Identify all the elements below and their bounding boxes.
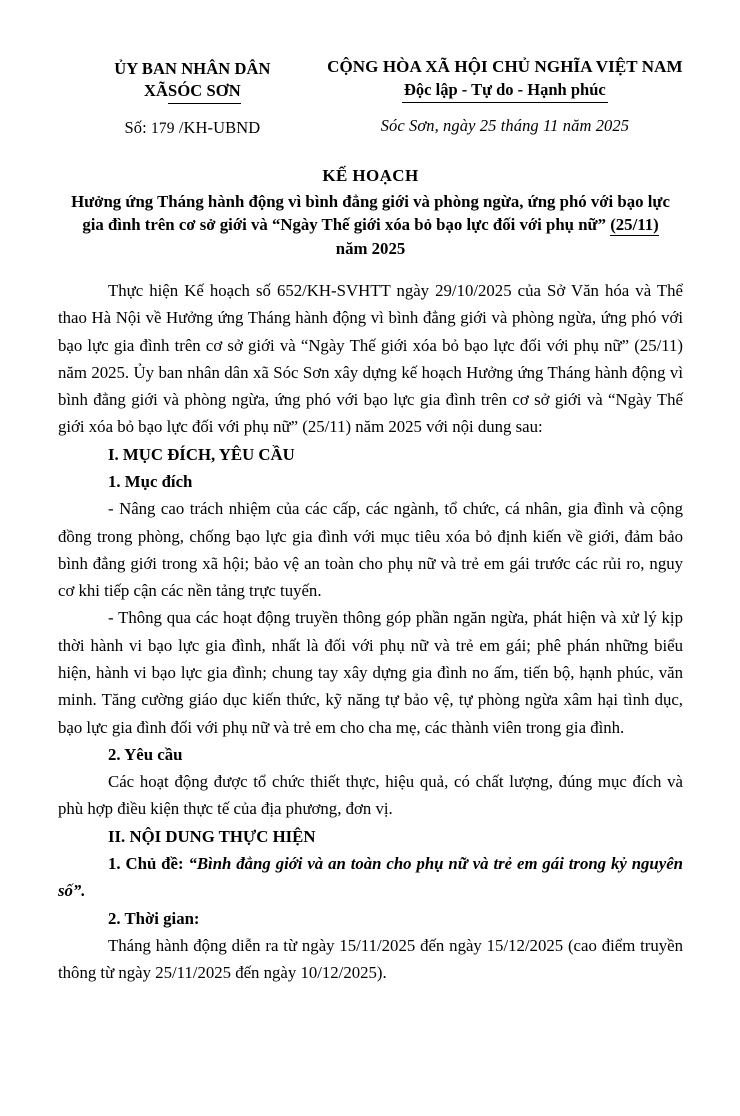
title-line-3-before: phụ nữ” <box>546 215 611 235</box>
date-year: 2025 <box>595 115 630 135</box>
subsection-heading-2-2: 2. Thời gian: <box>108 908 200 928</box>
title-line-3-after: năm 2025 <box>335 239 406 259</box>
organization-line-1: ỦY BAN NHÂN DÂN <box>114 59 271 78</box>
organization-line-2-name: SÓC SƠN <box>168 80 241 104</box>
page-title <box>68 190 673 262</box>
document-number-label: Số: <box>124 117 147 137</box>
document-title-block <box>58 166 683 262</box>
organization-line-2-prefix: XÃ <box>144 80 169 100</box>
timeline-paragraph: Tháng hành động diễn ra từ ngày 15/11/2025 đến ngày 15/12/2025 (cao điểm truyền thông từ ngày 25/11/2025 đến ngày 10/12/2025). <box>58 935 683 983</box>
motto-wrap <box>327 78 683 102</box>
document-body <box>58 277 683 986</box>
date-day: 25 <box>479 115 497 135</box>
subsection-heading-1-2: 2. Yêu cầu <box>108 744 183 764</box>
year-label: năm <box>562 115 592 135</box>
requirements-paragraph: Các hoạt động được tổ chức thiết thực, hiệu quả, có chất lượng, đúng mục đích và phù hợp điều kiện thực tế của địa phương, đơn vị. <box>58 772 683 819</box>
subsection-heading-2-1 <box>58 850 683 905</box>
month-label: tháng <box>500 115 539 135</box>
place-label: Sóc Sơn, ngày <box>380 115 476 135</box>
document-header <box>58 56 683 138</box>
document-number-line <box>58 118 327 138</box>
title-line-2: bạo lực gia đình trên cơ sở giới và “Ngày Thế giới xóa bỏ bạo lực đối với <box>82 191 670 235</box>
section-heading-2: II. NỘI DUNG THỰC HIỆN <box>108 826 316 846</box>
place-and-date <box>327 116 683 136</box>
section-heading-1: I. MỤC ĐÍCH, YÊU CẦU <box>108 444 295 464</box>
document-number-suffix: /KH-UBND <box>178 117 261 137</box>
title-date-underlined: (25/11) <box>610 215 659 235</box>
title-line-1: Hưởng ứng Tháng hành động vì bình đẳng giới và phòng ngừa, ứng phó với <box>71 191 614 211</box>
theme-label: 1. Chủ đề: <box>108 853 189 873</box>
theme-quote: “Bình đẳng giới và an toàn cho phụ nữ và trẻ em gái trong kỷ nguyên số”. <box>58 853 683 901</box>
document-number-value: 179 <box>151 119 175 137</box>
document-type: KẾ HOẠCH <box>322 165 419 185</box>
nation-name: CỘNG HÒA XÃ HỘI CHỦ NGHĨA VIỆT NAM <box>327 57 683 76</box>
purpose-bullet-1: - Nâng cao trách nhiệm của các cấp, các ngành, tổ chức, cá nhân, gia đình và cộng đồng trong phòng, chống bạo lực gia đình với mục tiêu xóa bỏ định kiến về giới, đảm bảo bình đẳng giới trong xã hội; bảo vệ an toàn cho phụ nữ và trẻ em gái trước các rủi ro, nguy cơ khi tiếp cận các nền tảng trực tuyến. <box>58 499 683 601</box>
date-month: 11 <box>543 115 559 135</box>
intro-paragraph: Thực hiện Kế hoạch số 652/KH-SVHTT ngày 29/10/2025 của Sở Văn hóa và Thể thao Hà Nội về Hưởng ứng Tháng hành động vì bình đẳng giới và phòng ngừa, ứng phó với bạo lực gia đình trên cơ sở giới và “Ngày Thế giới xóa bỏ bạo lực đối với phụ nữ” (25/11) năm 2025. Ủy ban nhân dân xã Sóc Sơn xây dựng kế hoạch Hưởng ứng Tháng hành động vì bình đẳng giới và phòng ngừa, ứng phó với bạo lực gia đình trên cơ sở giới và “Ngày Thế giới xóa bỏ bạo lực đối với phụ nữ” (25/11) năm 2025 với nội dung sau: <box>58 281 683 437</box>
header-issuing-authority <box>58 56 327 138</box>
subsection-heading-1-1: 1. Mục đích <box>108 472 193 492</box>
purpose-bullet-2: - Thông qua các hoạt động truyền thông góp phần ngăn ngừa, phát hiện và xử lý kịp thời hành vi bạo lực gia đình, nhất là đối với phụ nữ và trẻ em gái; phê phán những biểu hiện, hành vi bạo lực gia đình; chung tay xây dựng gia đình no ấm, tiến bộ, hạnh phúc, văn minh. Tăng cường giáo dục kiến thức, kỹ năng tự bảo vệ, tự phòng ngừa xâm hại tình dục, bạo lực gia đình đối với phụ nữ và trẻ em cho cha mẹ, các thành viên trong gia đình. <box>58 608 683 737</box>
national-motto: Độc lập - Tự do - Hạnh phúc <box>402 79 608 102</box>
organization-line-2-wrap <box>58 80 327 104</box>
header-national-title <box>327 56 683 136</box>
